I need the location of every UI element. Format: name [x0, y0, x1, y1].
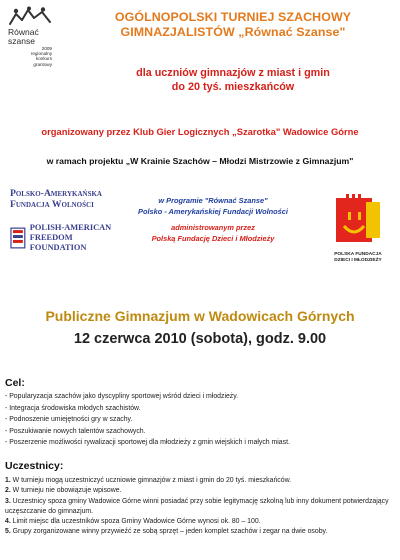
- audience-line1: dla uczniów gimnazjów z miast i gmin: [136, 67, 330, 79]
- participants-item: 2. W turnieju nie obowiązuje wpisowe.: [5, 487, 122, 495]
- logo-sub-line2: regionalny: [30, 51, 52, 57]
- logo-sub-line4: grantowy: [33, 61, 52, 67]
- logo-name-line2: szanse: [8, 36, 35, 46]
- title-line2: GIMNAZJALISTÓW „Równać Szanse": [120, 25, 346, 39]
- participants-heading: Uczestnicy:: [5, 460, 64, 472]
- ppd-logo: [326, 194, 390, 264]
- goal-list: [5, 391, 395, 449]
- program-line1: w Programie "Równać Szanse": [158, 196, 268, 205]
- ppd-label-line1: POLSKA FUNDACJA: [334, 252, 382, 257]
- goal-heading: Cel:: [5, 377, 25, 389]
- logo-sub-line3: konkurs: [35, 56, 52, 62]
- participants-item: 5. Grupy zorganizowane winny przywieźć ze sobą sprzęt – jeden komplet szachów i zegar na dwie osoby.: [5, 528, 328, 536]
- project-line: w ramach projektu „W Krainie Szachów – Młodzi Mistrzowie z Gimnazjum": [46, 156, 354, 166]
- paff-emblem-icon: [10, 227, 26, 249]
- title-line1: OGÓLNOPOLSKI TURNIEJ SZACHOWY: [114, 10, 352, 24]
- tournament-title: [66, 10, 400, 40]
- admin-line2: Polską Fundację Dzieci i Młodzieży: [151, 233, 275, 243]
- participants-item: 4. Limit miejsc dla uczestników spoza Gminy Wadowice Górne wynosi ok. 80 – 100.: [5, 518, 261, 526]
- event-date: 12 czerwca 2010 (sobota), godz. 9.00: [73, 331, 327, 347]
- organizer-line: organizowany przez Klub Gier Logicznych „Szarotka" Wadowice Górne: [41, 126, 359, 137]
- logo-name-line1: Równać: [8, 27, 39, 37]
- jumping-figures-icon: [6, 6, 56, 28]
- goal-item: - Popularyzacja szachów jako dyscypliny sportowej wśród dzieci i młodzieży.: [5, 393, 239, 400]
- pafw-line2: Fundacja Wolności: [10, 199, 94, 210]
- goal-item: - Integracja środowiska młodych szachistów.: [5, 404, 141, 412]
- smiley-face-icon: [326, 194, 390, 246]
- venue: Publiczne Gimnazjum w Wadowicach Górnych: [45, 308, 355, 324]
- goal-item: - Podnoszenie umiejętności gry w szachy.: [5, 416, 133, 424]
- administrator-text: [120, 223, 306, 244]
- pafw-line1: Polsko-Amerykańska: [10, 188, 102, 199]
- program-text: [120, 196, 306, 217]
- participants-item: 3. Uczestnicy spoza gminy Wadowice Górne winni posiadać przy sobie legitymację szkolną lub inny dokument potwierdzający uczęszczanie do gimnazjum.: [5, 497, 389, 515]
- logo-sub-line1: 2009: [41, 46, 52, 51]
- goal-item: - Poszukiwanie nowych talentów szachowych.: [5, 427, 146, 435]
- audience-line2: do 20 tyś. mieszkańców: [171, 81, 295, 93]
- pafw-logo: [10, 188, 130, 210]
- participants-list: [5, 476, 397, 538]
- goal-item: - Poszerzenie możliwości rywalizacji sportowej dla młodzieży z gmin wiejskich i małych miast.: [5, 439, 290, 447]
- program-line2: Polsko - Amerykańskiej Fundacji Wolności: [138, 206, 288, 216]
- ppd-label-line2: DZIECI I MŁODZIEŻY: [334, 258, 382, 264]
- paff-logo: [10, 223, 130, 253]
- rownac-szanse-logo: [6, 6, 62, 67]
- participants-item: 1. W turnieju mogą uczestniczyć uczniowie gimnazjów z miast i gmin do 20 tyś. mieszkańców.: [5, 477, 292, 484]
- paff-line1: POLISH-AMERICAN: [29, 223, 112, 232]
- audience: [66, 66, 400, 94]
- admin-line1: administrowanym przez: [171, 223, 255, 232]
- paff-line2: FREEDOM FOUNDATION: [29, 233, 87, 252]
